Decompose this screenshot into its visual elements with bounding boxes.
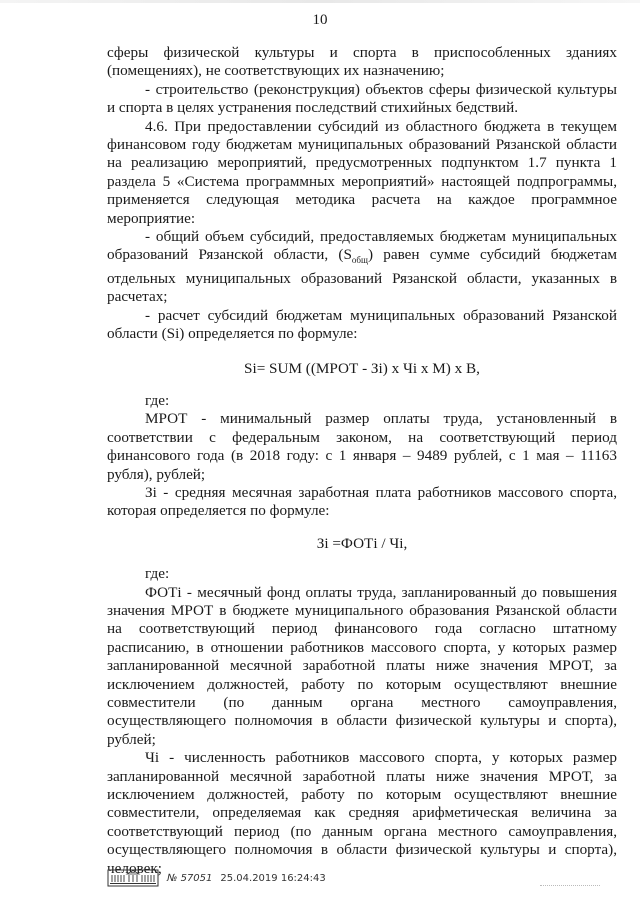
building-logo-icon bbox=[107, 869, 159, 887]
document-footer bbox=[107, 868, 326, 888]
paragraph-text: - общий объем субсидий, предоставляемых бюджетам муниципальных образований Рязанской области, (S bbox=[107, 228, 617, 264]
paragraph: Зi - средняя месячная заработная плата работников массового спорта, которая определяется по формуле: bbox=[107, 483, 617, 520]
page-number: 10 bbox=[312, 12, 328, 28]
document-body bbox=[107, 44, 617, 878]
subscript: общ bbox=[351, 255, 368, 266]
paragraph: где: bbox=[145, 391, 170, 409]
paragraph: - строительство (реконструкция) объектов сферы физической культуры и спорта в целях устранения последствий стихийных бедствий. bbox=[107, 80, 617, 117]
document-timestamp: 25.04.2019 16:24:43 bbox=[220, 872, 326, 884]
scan-artifact bbox=[0, 0, 640, 3]
paragraph: где: bbox=[145, 565, 170, 583]
formula-zi: Зi =ФОТi / Чi, bbox=[316, 534, 408, 552]
paragraph: МРОТ - минимальный размер оплаты труда, установленный в соответствии с федеральным законом, на соответствующий период финансового года (в 2018 году: с 1 января – 9489 рублей, с 1 мая – 11163 рубля), рублей; bbox=[107, 410, 617, 483]
paragraph: - расчет субсидий бюджетам муниципальных образований Рязанской области (Si) определяется по формуле: bbox=[107, 306, 617, 343]
paragraph-text: ) равен сумме субсидий бюджетам отдельных муниципальных образований Рязанской области, указанных в расчетах; bbox=[107, 246, 617, 306]
paragraph: сферы физической культуры и спорта в приспособленных зданиях (помещениях), не соответствующих их назначению; bbox=[107, 44, 617, 80]
document-number: № 57051 bbox=[167, 872, 213, 884]
scan-artifact bbox=[540, 885, 600, 888]
paragraph: 4.6. При предоставлении субсидий из областного бюджета в текущем финансовом году бюджетам муниципальных образований Рязанской области на реализацию мероприятий, предусмотренных подпунктом 1.7 пункта 1 раздела 5 «Система программных мероприятий» настоящей подпрограммы, применяется следующая методика расчета на каждое программное мероприятие: bbox=[107, 117, 617, 227]
paragraph bbox=[107, 228, 617, 307]
formula-si: Si= SUM ((МРОТ - Зi) x Чi x М) x В, bbox=[244, 359, 480, 377]
paragraph: ФОТi - месячный фонд оплаты труда, запланированный до повышения значения МРОТ в бюджете муниципального образования Рязанской области на соответствующий период финансового года согласно штатному расписанию, в отношении работников массового спорта, у которых размер запланированной месячной заработной платы ниже значения МРОТ, за исключением должностей, работу по которым осуществляют внешние совместители (по данным органа местного самоуправления, осуществляющего полномочия в области физической культуры и спорта), рублей; bbox=[107, 583, 617, 748]
paragraph: Чi - численность работников массового спорта, у которых размер запланированной месячной заработной платы ниже значения МРОТ, за исключением должностей, работу по которым осуществляют внешние совместители, определяемая как средняя арифметическая величина за соответствующий период (по данным органа местного самоуправления, осуществляющего полномочия в области физической культуры и спорта), человек; bbox=[107, 749, 617, 877]
